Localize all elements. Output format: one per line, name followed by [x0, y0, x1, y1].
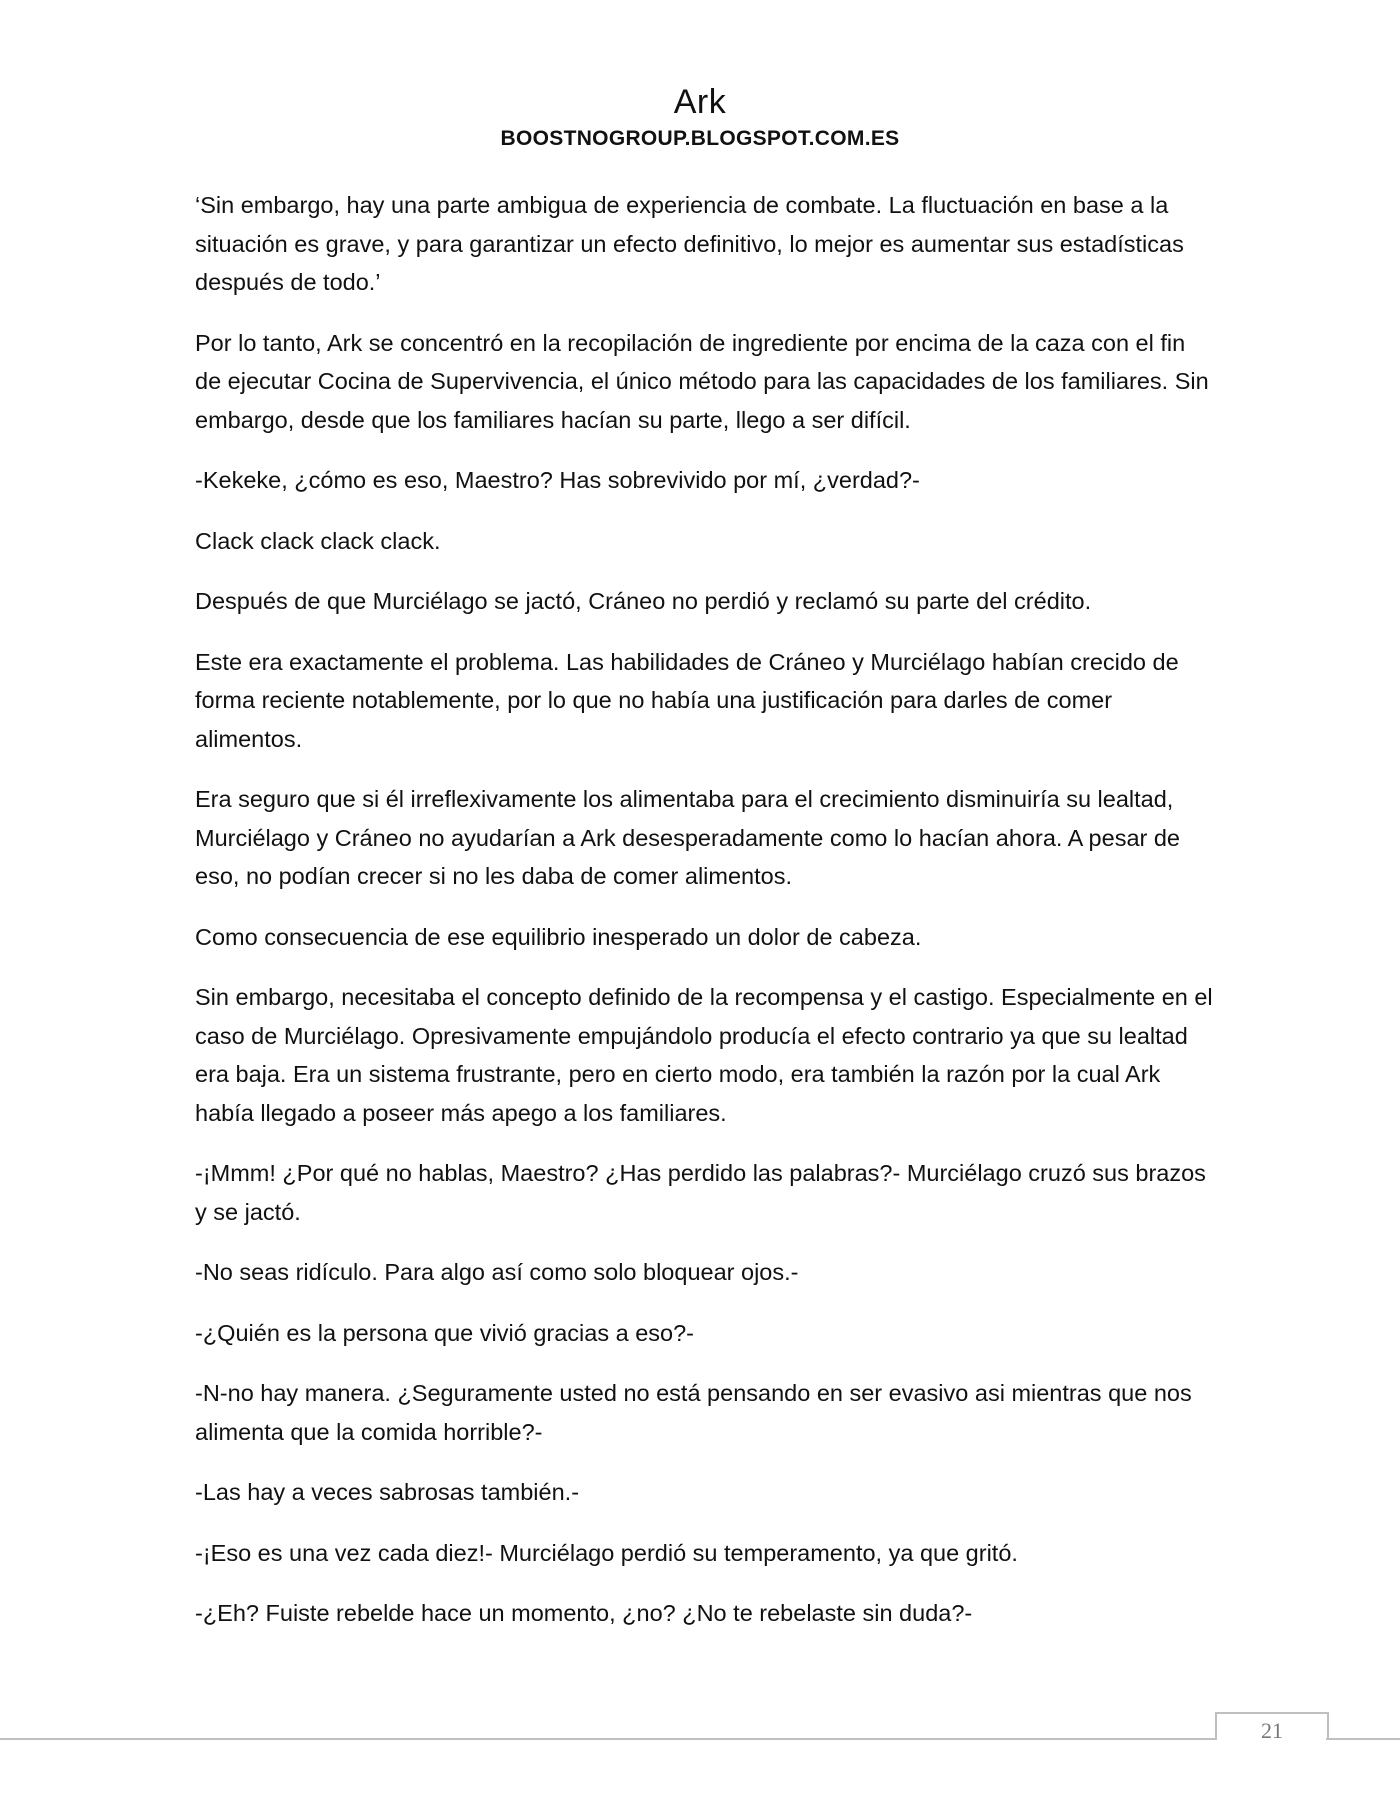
paragraph: Sin embargo, necesitaba el concepto definido de la recompensa y el castigo. Especialmente en el caso de Murciélago. Opresivamente empujándolo producía el efecto contrario ya que su lealtad era baja. Era un sistema frustrante, pero en cierto modo, era también la razón por la cual Ark había llegado a poseer más apego a los familiares. [195, 984, 1213, 1126]
page-header [0, 80, 1400, 154]
document-subtitle: BOOSTNOGROUP.BLOGSPOT.COM.ES [500, 127, 900, 150]
paragraph: Era seguro que si él irreflexivamente los alimentaba para el crecimiento disminuiría su lealtad, Murciélago y Cráneo no ayudarían a Ark desesperadamente como lo hacían ahora. A pesar de eso, no podían crecer si no les daba de comer alimentos. [195, 786, 1181, 889]
paragraph: -No seas ridículo. Para algo así como solo bloquear ojos.- [195, 1259, 799, 1285]
document-body [195, 186, 1215, 1655]
paragraph: -N-no hay manera. ¿Seguramente usted no está pensando en ser evasivo asi mientras que nos alimenta que la comida horrible?- [195, 1380, 1192, 1445]
footer-rule-left [0, 1738, 1215, 1740]
paragraph: -¡Eso es una vez cada diez!- Murciélago perdió su temperamento, ya que gritó. [195, 1539, 1018, 1566]
paragraph: Como consecuencia de ese equilibrio inesperado un dolor de cabeza. [195, 923, 922, 950]
paragraph: Este era exactamente el problema. Las habilidades de Cráneo y Murciélago habían crecido de forma reciente notablemente, por lo que no había una justificación para darles de comer alimentos. [195, 648, 1179, 752]
paragraph: ‘Sin embargo, hay una parte ambigua de experiencia de combate. La fluctuación en base a la situación es grave, y para garantizar un efecto definitivo, lo mejor es aumentar sus estadísticas después de todo.’ [195, 192, 1184, 295]
paragraph: -¡Mmm! ¿Por qué no hablas, Maestro? ¿Has perdido las palabras?- Murciélago cruzó sus brazos y se jactó. [195, 1160, 1206, 1225]
paragraph: -Kekeke, ¿cómo es eso, Maestro? Has sobrevivido por mí, ¿verdad?- [195, 467, 920, 493]
page-number: 21 [1261, 1718, 1283, 1743]
paragraph: Clack clack clack clack. [195, 527, 441, 554]
footer-rule-right [1326, 1738, 1400, 1740]
document-title: Ark [673, 83, 727, 121]
paragraph: -Las hay a veces sabrosas también.- [195, 1479, 580, 1505]
page-footer [0, 1712, 1400, 1772]
paragraph: Por lo tanto, Ark se concentró en la recopilación de ingrediente por encima de la caza con el fin de ejecutar Cocina de Supervivencia, el único método para las capacidades de los familiares. Sin embargo, desde que los familiares hacían su parte, llego a ser difícil. [195, 329, 1209, 433]
paragraph: Después de que Murciélago se jactó, Cráneo no perdió y reclamó su parte del crédito. [195, 588, 1092, 614]
paragraph: -¿Quién es la persona que vivió gracias a eso?- [195, 1319, 694, 1346]
paragraph: -¿Eh? Fuiste rebelde hace un momento, ¿no? ¿No te rebelaste sin duda?- [195, 1600, 973, 1626]
